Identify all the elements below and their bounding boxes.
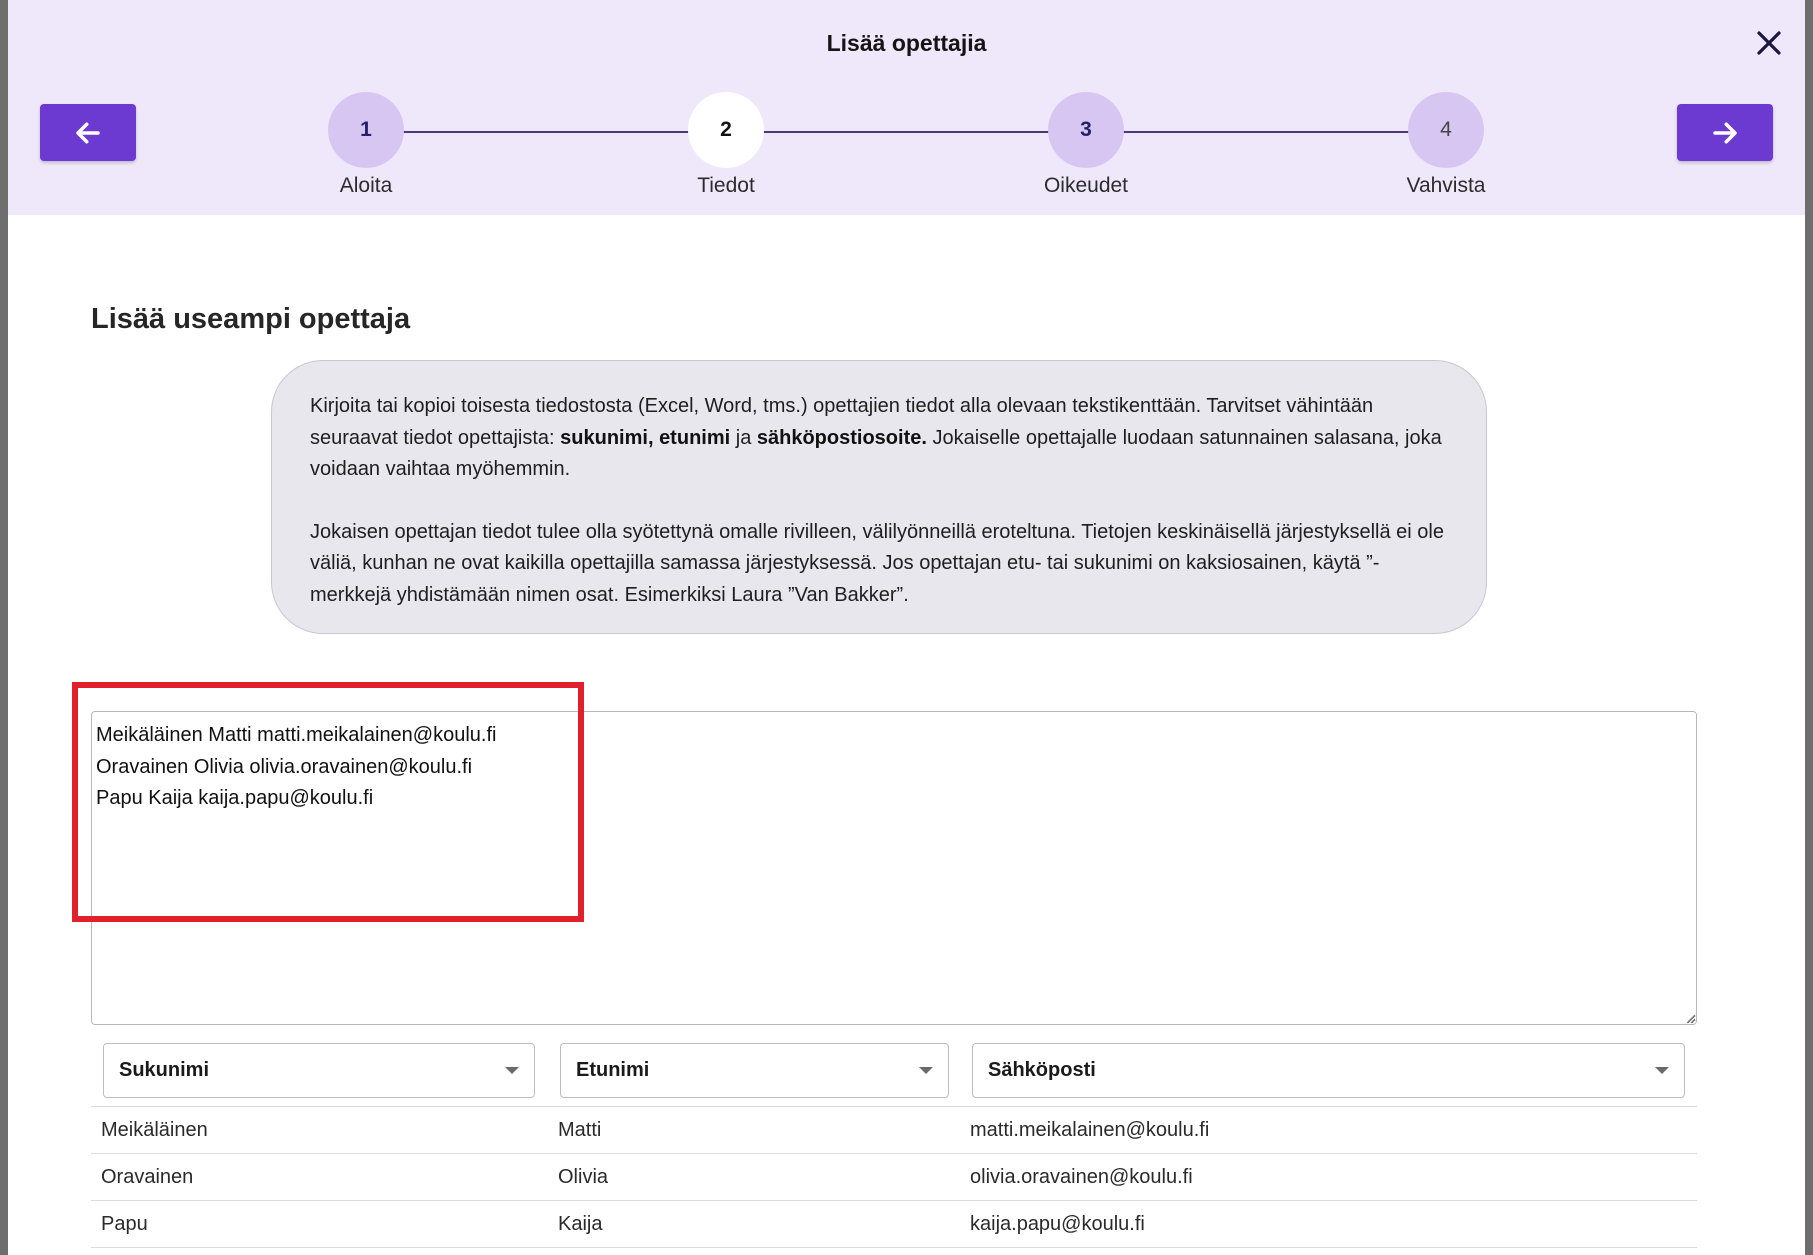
chevron-down-icon (1655, 1067, 1669, 1074)
step-number: 4 (1408, 92, 1484, 168)
step-oikeudet[interactable] (1016, 92, 1156, 198)
instructions-paragraph-1: Kirjoita tai kopioi toisesta tiedostosta (Excel, Word, tms.) opettajien tiedot alla olevaan tekstikenttään. Tarvitset vähintään seuraavat tiedot opettajista: sukunimi, etunimi ja sähköpostiosoite. Jokaiselle opettajalle luodaan satunnainen salasana, joka voidaan vaihtaa myöhemmin. (310, 395, 1442, 480)
step-number: 2 (688, 92, 764, 168)
modal-header (8, 0, 1805, 215)
step-aloita[interactable] (296, 92, 436, 198)
close-button[interactable] (1749, 24, 1789, 64)
close-icon (1754, 28, 1784, 58)
table-row (91, 1201, 1697, 1248)
cell-first-name: Matti (548, 1107, 960, 1154)
backdrop-right (1805, 0, 1813, 1255)
cell-email: matti.meikalainen@koulu.fi (960, 1107, 1697, 1154)
step-label: Oikeudet (1043, 174, 1129, 197)
cell-last-name: Papu (91, 1201, 548, 1248)
preview-table (91, 1106, 1697, 1248)
stepper (8, 92, 1805, 202)
column-select-value: Sukunimi (119, 1059, 210, 1081)
cell-first-name: Kaija (548, 1201, 960, 1248)
step-vahvista[interactable] (1376, 92, 1516, 198)
column-select-value: Etunimi (576, 1059, 650, 1081)
cell-email: olivia.oravainen@koulu.fi (960, 1154, 1697, 1201)
cell-last-name: Meikäläinen (91, 1107, 548, 1154)
modal-title: Lisää opettajia (826, 30, 987, 56)
section-title: Lisää useampi opettaja (91, 303, 411, 335)
step-number: 1 (328, 92, 404, 168)
teachers-input[interactable] (91, 711, 1697, 1025)
column-select-value: Sähköposti (988, 1059, 1096, 1081)
step-tiedot[interactable] (656, 92, 796, 198)
stepper-connector (366, 131, 1446, 133)
chevron-down-icon (919, 1067, 933, 1074)
step-label: Vahvista (1406, 174, 1486, 197)
table-row (91, 1154, 1697, 1201)
table-row (91, 1107, 1697, 1154)
cell-email: kaija.papu@koulu.fi (960, 1201, 1697, 1248)
chevron-down-icon (505, 1067, 519, 1074)
column-select-3[interactable] (972, 1043, 1685, 1098)
instructions-box (271, 360, 1487, 634)
backdrop-left (0, 0, 8, 1255)
resize-grip-icon[interactable] (1684, 1012, 1696, 1024)
column-select-2[interactable] (560, 1043, 949, 1098)
step-label: Tiedot (697, 174, 755, 197)
step-number: 3 (1048, 92, 1124, 168)
instructions-paragraph-2: Jokaisen opettajan tiedot tulee olla syötettynä omalle rivilleen, välilyönneillä eroteltuna. Tietojen keskinäisellä järjestyksellä ei ole väliä, kunhan ne ovat kaikilla opettajilla samassa järjestyksessä. Jos opettajan etu- tai sukunimi on kaksiosainen, käytä ”-merkkejä yhdistämään nimen osat. Esimerkiksi Laura ”Van Bakker”. (310, 520, 1444, 606)
column-select-1[interactable] (103, 1043, 535, 1098)
add-teachers-modal (8, 0, 1805, 1255)
step-label: Aloita (339, 174, 393, 197)
cell-last-name: Oravainen (91, 1154, 548, 1201)
cell-first-name: Olivia (548, 1154, 960, 1201)
